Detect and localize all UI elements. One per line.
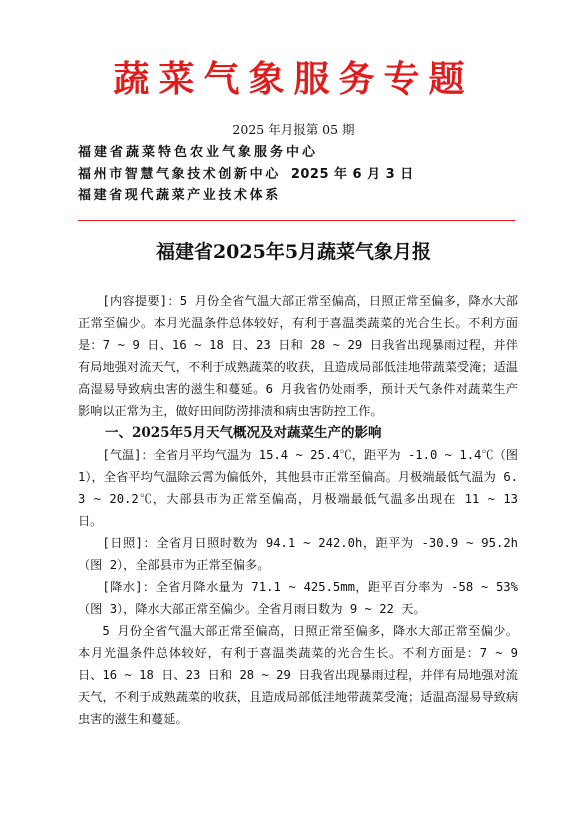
report-body	[78, 290, 518, 730]
sunshine-paragraph: [日照]：全省月日照时数为 94.1 ~ 242.0h，距平为 -30.9 ~ 95.2h（图 2），全部县市为正常至偏多。	[78, 536, 518, 572]
issue-date: 2025 年 6 月 3 日	[290, 166, 414, 182]
org-name-industry-system: 福建省现代蔬菜产业技术体系	[78, 188, 281, 203]
org-name-vegetable-center: 福建省蔬菜特色农业气象服务中心	[78, 145, 319, 160]
summary-paragraph: [内容提要]：5 月份全省气温大部正常至偏高，日照正常至偏多，降水大部正常至偏少。本月光温条件总体较好，有利于喜温类蔬菜的光合生长。不利方面是：7 ~ 9 日、16 ~ 18 日、23 日和 28 ~ 29 日我省出现暴雨过程，并伴有局地强对流天气，不利于成熟蔬菜的收获，且造成局部低洼地带蔬菜受淹；适温高湿易导致病虫害的滋生和蔓延。6 月我省仍处雨季，预计天气条件对蔬菜生产影响以正常为主，做好田间防涝排渍和病虫害防控工作。	[78, 294, 518, 418]
analysis-paragraph: 5 月份全省气温大部正常至偏高，日照正常至偏多，降水大部正常至偏少。本月光温条件总体较好，有利于喜温类蔬菜的光合生长。不利方面是：7 ~ 9 日、16 ~ 18 日、23 日和 28 ~ 29 日我省出现暴雨过程，并伴有局地强对流天气，不利于成熟蔬菜的收获，且造成局部低洼地带蔬菜受淹；适温高湿易导致病虫害的滋生和蔓延。	[78, 624, 518, 726]
temperature-paragraph: [气温]：全省月平均气温为 15.4 ~ 25.4℃，距平为 -1.0 ~ 1.4℃（图 1），全省平均气温除云霄为偏低外，其他县市正常至偏高。月极端最低气温为 6.3 ~ 20.2℃，大部县市为正常至偏高，月极端最低气温多出现在 11 ~ 13 日。	[78, 448, 518, 528]
org-name-fuzhou-center: 福州市智慧气象技术创新中心	[78, 166, 281, 182]
org-line-3	[78, 185, 538, 207]
issuing-organizations	[78, 142, 538, 207]
report-title: 福建省2025年5月蔬菜气象月报	[155, 241, 432, 263]
section-1-heading: 一、2025年5月天气概况及对蔬菜生产的影响	[105, 425, 382, 441]
precipitation-paragraph: [降水]：全省月降水量为 71.1 ~ 425.5mm，距平百分率为 -58 ~ 53%（图 3），降水大部正常至偏少。全省月雨日数为 9 ~ 22 天。	[78, 580, 518, 616]
red-divider-rule	[78, 220, 515, 221]
masthead-title: 蔬菜气象服务专题	[113, 58, 474, 100]
issue-number: 2025 年月报第 05 期	[232, 122, 355, 137]
org-line-1	[78, 142, 538, 164]
org-line-2	[78, 164, 538, 186]
